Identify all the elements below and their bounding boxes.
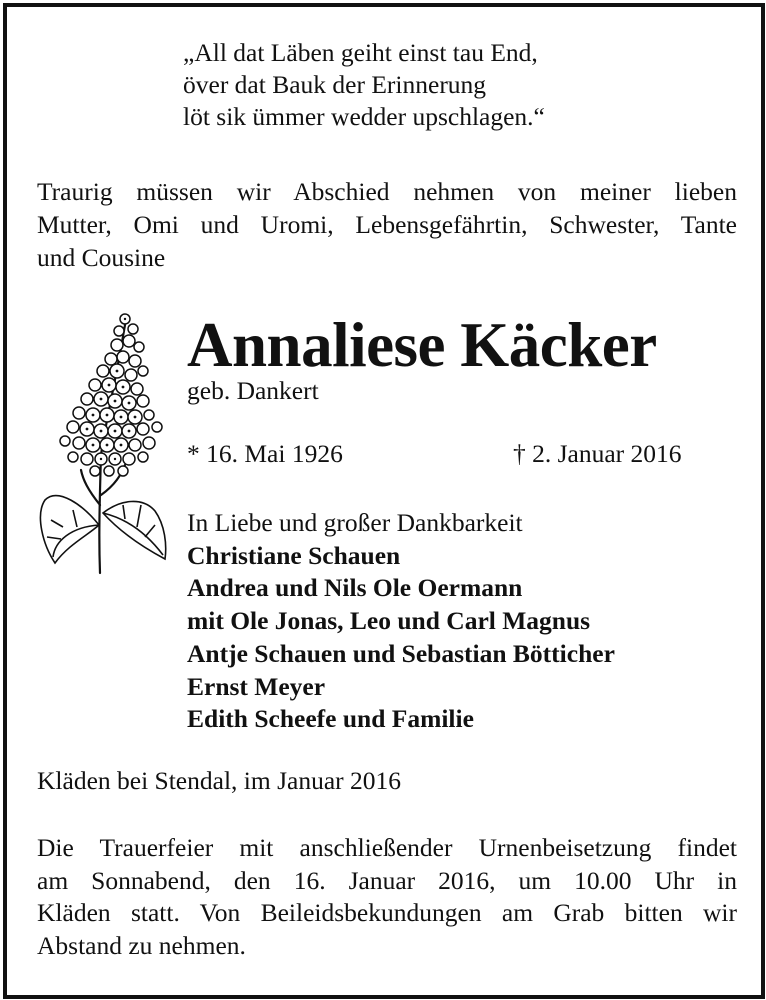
memorial-quote [183,37,545,133]
death-date: † 2. Januar 2016 [513,439,682,468]
funeral-service-info [37,832,737,962]
mourner-name: mit Ole Jonas, Leo und Carl Magnus [187,606,591,636]
lilac-flower-icon [33,305,168,577]
announcement-line: und Cousine [37,243,166,272]
mourner-name: Antje Schauen und Sebastian Bötticher [187,638,615,668]
announcement-line: Traurig müssen wir Abschied nehmen von meiner lieben [37,177,737,206]
maiden-name: geb. Dankert [187,376,319,405]
mourner-name: Andrea und Nils Ole Oermann [187,573,523,603]
place-and-date: Kläden bei Stendal, im Januar 2016 [37,766,401,795]
service-line: Abstand zu nehmen. [37,930,246,960]
service-line: am Sonnabend, den 16. Januar 2016, um 10.00 Uhr in [37,865,737,895]
announcement-text [37,175,737,274]
quote-line: „All dat Läben geiht einst tau End, [183,38,538,67]
mourner-name: Christiane Schauen [187,540,401,570]
birth-date: * 16. Mai 1926 [187,439,343,468]
deceased-name: Annaliese Käcker [187,310,657,380]
obituary-notice [3,3,765,999]
mourners-intro: In Liebe und großer Dankbarkeit [187,508,523,537]
mourners-list [187,507,615,736]
quote-line: löt sik ümmer wedder upschlagen.“ [183,102,545,131]
announcement-line: Mutter, Omi und Uromi, Lebensgefährtin, Schwester, Tante [37,210,737,239]
mourner-name: Ernst Meyer [187,671,326,701]
service-line: Kläden statt. Von Beileidsbekundungen am Grab bitten wir [37,898,737,927]
quote-line: över dat Bauk der Erinnerung [183,70,487,99]
mourner-name: Edith Scheefe und Familie [187,704,474,734]
service-line: Die Trauerfeier mit anschließender Urnenbeisetzung findet [37,833,737,862]
